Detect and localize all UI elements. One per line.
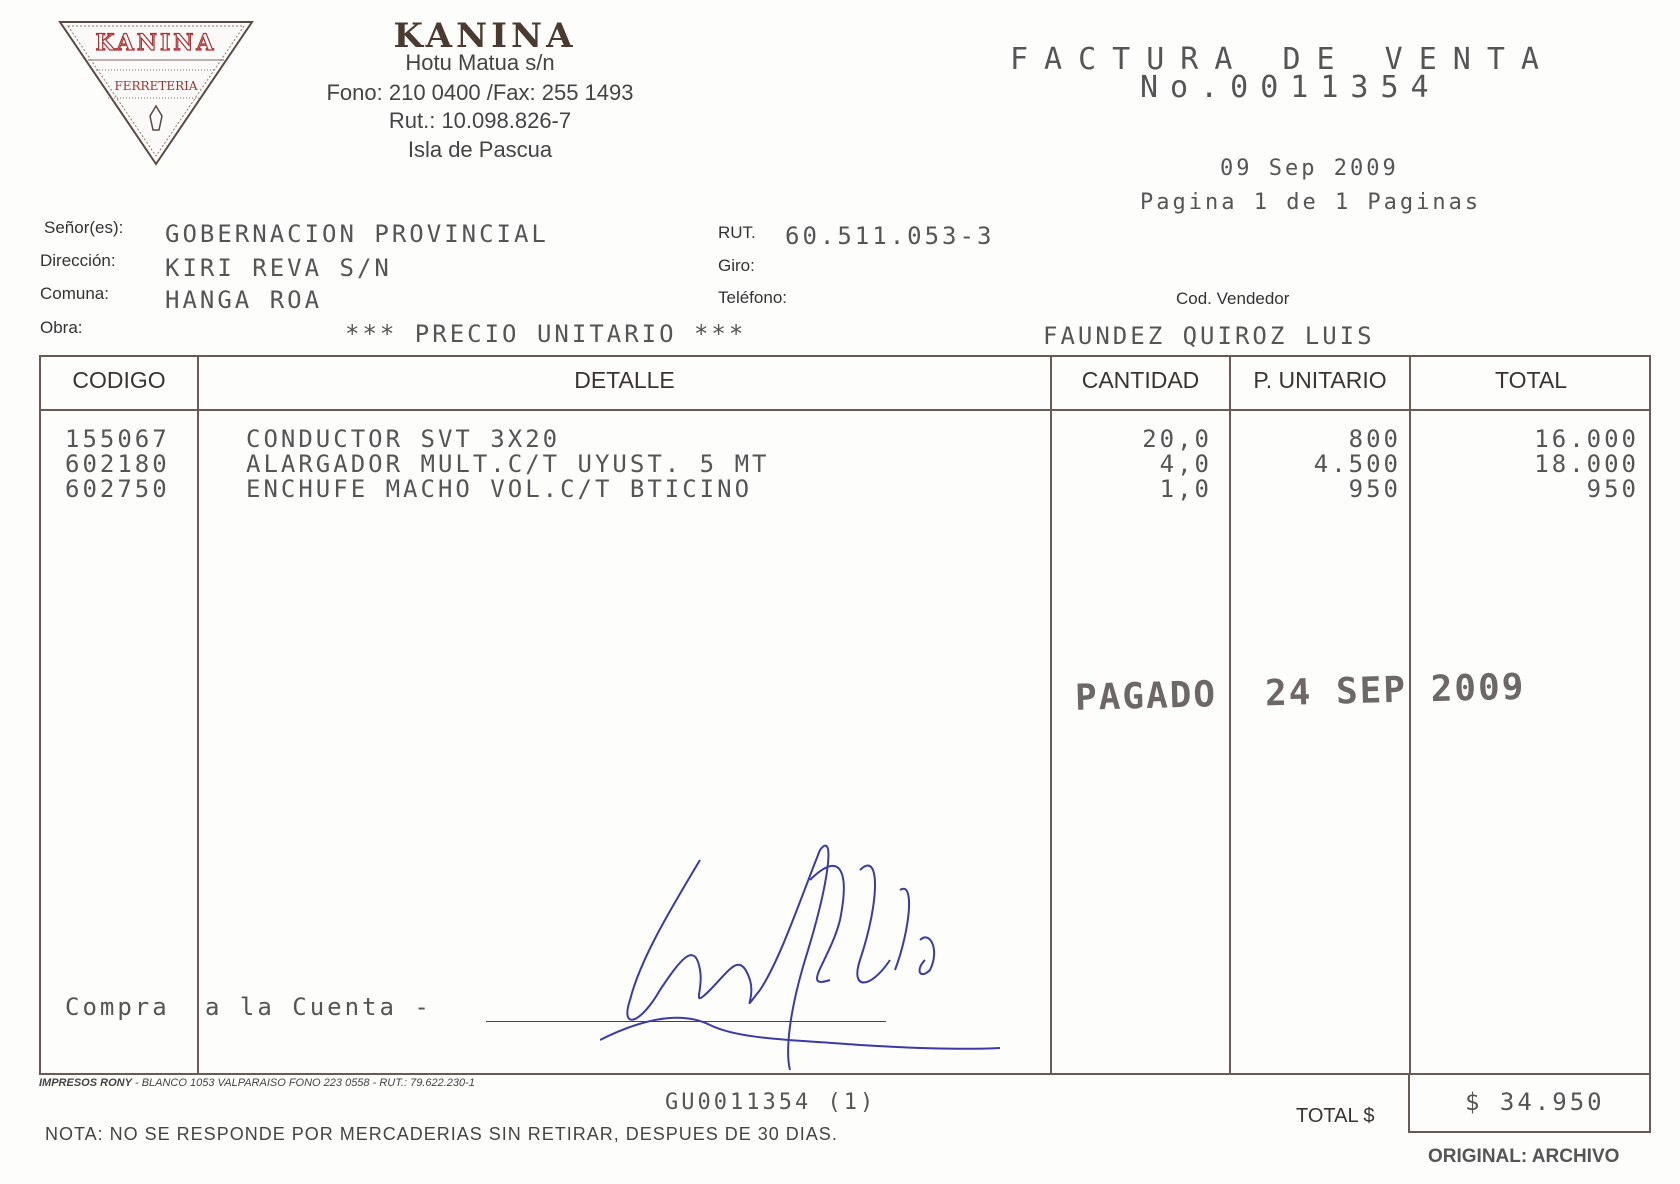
- telefono-label: Teléfono:: [718, 288, 787, 307]
- company-rut: Rut.: 10.098.826-7: [388, 108, 572, 133]
- cell-unitario: 800: [1348, 425, 1401, 453]
- company-name: KANINA: [393, 16, 577, 56]
- invoice-number: No.0011354: [1140, 70, 1441, 105]
- senor-value: GOBERNACION PROVINCIAL: [165, 220, 549, 248]
- cell-detalle: CONDUCTOR SVT 3X20: [246, 425, 561, 453]
- svg-text:KANINA: KANINA: [95, 30, 217, 56]
- cell-total: 18.000: [1534, 450, 1639, 478]
- cell-detalle: ENCHUFE MACHO VOL.C/T BTICINO: [246, 475, 753, 503]
- senor-label: Señor(es):: [44, 218, 124, 237]
- total-value: $ 34.950: [1465, 1088, 1605, 1116]
- cell-codigo: 155067: [65, 425, 170, 453]
- vendedor-value: FAUNDEZ QUIROZ LUIS: [1043, 322, 1375, 350]
- obra-value: *** PRECIO UNITARIO ***: [345, 320, 747, 348]
- table-row: [41, 475, 1649, 501]
- paid-stamp-date: 24 SEP 2009: [1264, 666, 1526, 715]
- table-row: [41, 450, 1649, 476]
- company-address: Hotu Matua s/n: [405, 50, 555, 75]
- cell-codigo: 602750: [65, 475, 170, 503]
- copy-label: ORIGINAL: ARCHIVO: [1428, 1146, 1620, 1167]
- invoice-date: 09 Sep 2009: [1220, 156, 1399, 181]
- cell-detalle: ALARGADOR MULT.C/T UYUST. 5 MT: [246, 450, 770, 478]
- header-codigo: CODIGO: [72, 367, 166, 393]
- invoice-page: Pagina 1 de 1 Paginas: [1140, 190, 1482, 215]
- compra-label: Compra: [65, 993, 170, 1021]
- svg-text:FERRETERIA: FERRETERIA: [114, 79, 198, 93]
- cell-cantidad: 4,0: [1159, 450, 1212, 478]
- cell-cantidad: 20,0: [1142, 425, 1212, 453]
- company-location: Isla de Pascua: [407, 137, 553, 162]
- cell-total: 16.000: [1534, 425, 1639, 453]
- comuna-label: Comuna:: [40, 284, 109, 303]
- cell-codigo: 602180: [65, 450, 170, 478]
- paid-stamp: PAGADO: [1074, 674, 1218, 719]
- rut-value: 60.511.053-3: [785, 222, 995, 250]
- company-phone-fax: Fono: 210 0400 /Fax: 255 1493: [326, 80, 634, 105]
- compra-cuenta-label: a la Cuenta -: [205, 993, 432, 1021]
- cell-unitario: 950: [1348, 475, 1401, 503]
- printer-details: - BLANCO 1053 VALPARAISO FONO 223 0558 - RUT.: 79.622.230-1: [134, 1077, 475, 1089]
- cell-cantidad: 1,0: [1159, 475, 1212, 503]
- printer-info: [39, 1077, 475, 1089]
- giro-label: Giro:: [718, 256, 755, 275]
- cell-total: 950: [1586, 475, 1639, 503]
- company-logo: [58, 20, 254, 168]
- rut-label: RUT.: [718, 223, 756, 242]
- printer-name: IMPRESOS RONY: [39, 1077, 132, 1089]
- header-total: TOTAL: [1495, 367, 1567, 393]
- cell-unitario: 4.500: [1313, 450, 1401, 478]
- header-detalle: DETALLE: [574, 367, 675, 393]
- direccion-value: KIRI REVA S/N: [165, 254, 392, 282]
- guide-number: GU0011354 (1): [665, 1090, 877, 1115]
- direccion-label: Dirección:: [40, 251, 116, 270]
- footer-note: NOTA: NO SE RESPONDE POR MERCADERIAS SIN RETIRAR, DESPUES DE 30 DIAS.: [45, 1124, 838, 1144]
- vendedor-label: Cod. Vendedor: [1176, 289, 1290, 308]
- signature: [600, 840, 1020, 1080]
- header-cantidad: CANTIDAD: [1081, 367, 1200, 393]
- header-unitario: P. UNITARIO: [1253, 367, 1387, 393]
- invoice-title: FACTURA DE VENTA: [1010, 42, 1555, 77]
- obra-label: Obra:: [40, 318, 83, 337]
- total-box: [1408, 1075, 1651, 1133]
- total-label: TOTAL $: [1296, 1105, 1375, 1127]
- comuna-value: HANGA ROA: [165, 286, 323, 314]
- table-row: [41, 425, 1649, 451]
